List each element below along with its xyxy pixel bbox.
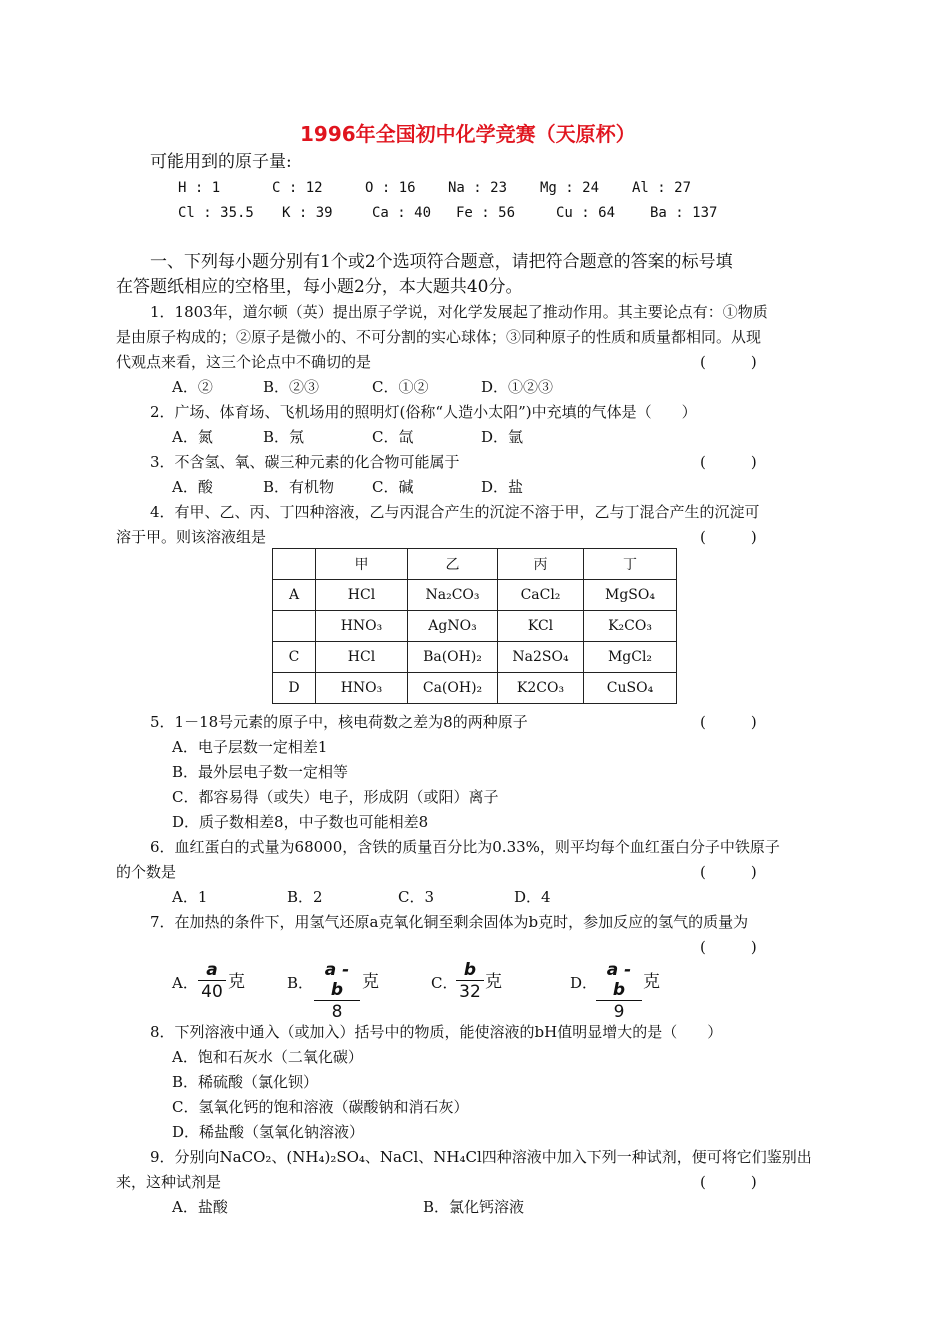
q6-stem-line2: 的个数是	[116, 863, 177, 881]
table-header-cell	[273, 549, 316, 580]
q7-option-c-label: C．	[431, 974, 458, 992]
q1-option-d: D．①②③	[481, 378, 554, 396]
q2-option-c: C．氙	[372, 428, 414, 446]
table-cell: HNO₃	[316, 611, 408, 642]
table-row	[273, 580, 677, 611]
table-cell: CaCl₂	[498, 580, 584, 611]
q7-stem-line1: 7．在加热的条件下，用氢气还原a克氧化铜至剩余固体为b克时，参加反应的氢气的质量为	[150, 913, 749, 931]
q5-option-c: C．都容易得（或失）电子，形成阴（或阳）离子	[172, 788, 499, 806]
table-cell: Na₂CO₃	[408, 580, 498, 611]
atomic-mass-c: C : 12	[272, 180, 323, 196]
table-cell	[273, 611, 316, 642]
q2-option-d: D．氩	[481, 428, 524, 446]
atomic-mass-mg: Mg : 24	[540, 180, 600, 196]
table-cell: MgCl₂	[584, 642, 677, 673]
q2-option-b: B．氖	[263, 428, 305, 446]
table-row	[273, 611, 677, 642]
q1-stem-line3: 代观点来看，这三个论点中不确切的是	[116, 353, 372, 371]
q8-option-d: D．稀盐酸（氢氧化钠溶液）	[172, 1123, 365, 1141]
q2-stem-line1: 2．广场、体育场、飞机场用的照明灯(俗称“人造小太阳”)中充填的气体是（ ）	[150, 403, 697, 421]
q6-stem-line1: 6．血红蛋白的式量为68000，含铁的质量百分比为0.33%，则平均每个血红蛋白分子中铁原子	[150, 838, 780, 856]
q7-option-c-fraction	[456, 960, 484, 1003]
q7-option-c-unit: 克	[485, 972, 502, 992]
section-heading-line1: 一、下列每小题分别有1个或2个选项符合题意，请把符合题意的答案的标号填	[150, 252, 733, 272]
q6-option-c: C．3	[398, 888, 435, 906]
section-heading-line2: 在答题纸相应的空格里，每小题2分，本大题共40分。	[116, 277, 523, 297]
q7-option-b-unit: 克	[362, 972, 379, 992]
atomic-mass-fe: Fe : 56	[456, 205, 516, 221]
table-row	[273, 642, 677, 673]
q1-option-b: B．②③	[263, 378, 320, 396]
table-header-cell: 甲	[316, 549, 408, 580]
table-header-cell: 乙	[408, 549, 498, 580]
table-header-row	[273, 549, 677, 580]
table-header-cell: 丁	[584, 549, 677, 580]
fraction-denominator: 32	[459, 982, 481, 1002]
q1-option-a: A．②	[172, 378, 213, 396]
q8-option-b: B．稀硫酸（氯化钡）	[172, 1073, 319, 1091]
q3-answer-blank: ( )	[700, 453, 757, 471]
table-header-cell: 丙	[498, 549, 584, 580]
q9-stem-line2: 来，这种试剂是	[116, 1173, 222, 1191]
q4-answer-blank: ( )	[700, 528, 757, 546]
q5-option-b: B．最外层电子数一定相等	[172, 763, 349, 781]
table-cell: Ca(OH)₂	[408, 673, 498, 704]
q3-option-c: C．碱	[372, 478, 414, 496]
q1-option-c: C．①②	[372, 378, 429, 396]
table-cell: CuSO₄	[584, 673, 677, 704]
q9-answer-blank: ( )	[700, 1173, 757, 1191]
q3-option-d: D．盐	[481, 478, 524, 496]
fraction-numerator: a - b	[314, 960, 360, 1001]
q9-option-a: A．盐酸	[172, 1198, 228, 1216]
atomic-mass-k: K : 39	[282, 205, 333, 221]
atomic-mass-na: Na : 23	[448, 180, 508, 196]
q7-answer-blank: ( )	[700, 938, 757, 956]
q7-option-a-label: A．	[172, 974, 198, 992]
fraction-numerator: a - b	[596, 960, 642, 1001]
q7-option-b-fraction	[314, 960, 360, 1023]
fraction-numerator: a	[198, 960, 226, 981]
q5-option-d: D．质子数相差8，中子数也可能相差8	[172, 813, 429, 831]
q4-stem-line2: 溶于甲。则该溶液组是	[116, 528, 267, 546]
q3-option-a: A．酸	[172, 478, 213, 496]
q7-option-d-fraction	[596, 960, 642, 1023]
q7-option-d-label: D．	[570, 974, 598, 992]
q8-option-c: C．氢氧化钙的饱和溶液（碳酸钠和消石灰）	[172, 1098, 469, 1116]
table-cell: AgNO₃	[408, 611, 498, 642]
q7-option-d-unit: 克	[643, 972, 660, 992]
q9-stem-line1: 9．分别向NaCO₂、(NH₄)₂SO₄、NaCl、NH₄Cl四种溶液中加入下列一种试剂，便可将它们鉴别出	[150, 1148, 812, 1166]
fraction-denominator: 9	[613, 1002, 625, 1022]
table-cell: KCl	[498, 611, 584, 642]
atomic-mass-cl: Cl : 35.5	[178, 205, 254, 221]
q6-answer-blank: ( )	[700, 863, 757, 881]
table-cell: K₂CO₃	[584, 611, 677, 642]
table-cell: Na2SO₄	[498, 642, 584, 673]
q5-stem-line1: 5．1－18号元素的原子中，核电荷数之差为8的两种原子	[150, 713, 528, 731]
table-cell: HCl	[316, 580, 408, 611]
q8-stem-line1: 8．下列溶液中通入（或加入）括号中的物质，能使溶液的bH值明显增大的是（ ）	[150, 1023, 723, 1041]
q2-option-a: A．氮	[172, 428, 213, 446]
atomic-mass-o: O : 16	[365, 180, 416, 196]
table-cell: A	[273, 580, 316, 611]
table-cell: HCl	[316, 642, 408, 673]
page-title: 1996年全国初中化学竞赛（天原杯）	[300, 122, 636, 146]
table-cell: D	[273, 673, 316, 704]
atomic-mass-al: Al : 27	[632, 180, 692, 196]
q3-stem-line1: 3．不含氢、氧、碳三种元素的化合物可能属于	[150, 453, 460, 471]
atomic-mass-heading: 可能用到的原子量:	[150, 152, 292, 172]
q6-option-b: B．2	[287, 888, 323, 906]
atomic-mass-ba: Ba : 137	[650, 205, 718, 221]
q5-answer-blank: ( )	[700, 713, 757, 731]
q7-option-a-unit: 克	[228, 972, 245, 992]
q3-option-b: B．有机物	[263, 478, 335, 496]
table-cell: K2CO₃	[498, 673, 584, 704]
table-cell: HNO₃	[316, 673, 408, 704]
q4-stem-line1: 4．有甲、乙、丙、丁四种溶液，乙与丙混合产生的沉淀不溶于甲，乙与丁混合产生的沉淀可	[150, 503, 760, 521]
atomic-mass-h: H : 1	[178, 180, 221, 196]
q1-stem-line2: 是由原子构成的；②原子是微小的、不可分割的实心球体；③同种原子的性质和质量都相同。从现	[116, 328, 762, 346]
table-row	[273, 673, 677, 704]
q7-option-b-label: B．	[287, 974, 314, 992]
q5-option-a: A．电子层数一定相差1	[172, 738, 328, 756]
fraction-numerator: b	[456, 960, 484, 981]
q9-option-b: B．氯化钙溶液	[423, 1198, 525, 1216]
fraction-denominator: 40	[201, 982, 223, 1002]
q8-option-a: A．饱和石灰水（二氧化碳）	[172, 1048, 363, 1066]
fraction-denominator: 8	[331, 1002, 343, 1022]
table-cell: C	[273, 642, 316, 673]
q6-option-a: A．1	[172, 888, 208, 906]
q1-stem-line1: 1．1803年，道尔顿（英）提出原子学说，对化学发展起了推动作用。其主要论点有：①物质	[150, 303, 768, 321]
q1-answer-blank: ( )	[700, 353, 757, 371]
table-cell: Ba(OH)₂	[408, 642, 498, 673]
q4-solution-table	[272, 548, 677, 704]
atomic-mass-ca: Ca : 40	[372, 205, 432, 221]
atomic-mass-cu: Cu : 64	[556, 205, 616, 221]
table-cell: MgSO₄	[584, 580, 677, 611]
q6-option-d: D．4	[514, 888, 551, 906]
q7-option-a-fraction	[198, 960, 226, 1003]
